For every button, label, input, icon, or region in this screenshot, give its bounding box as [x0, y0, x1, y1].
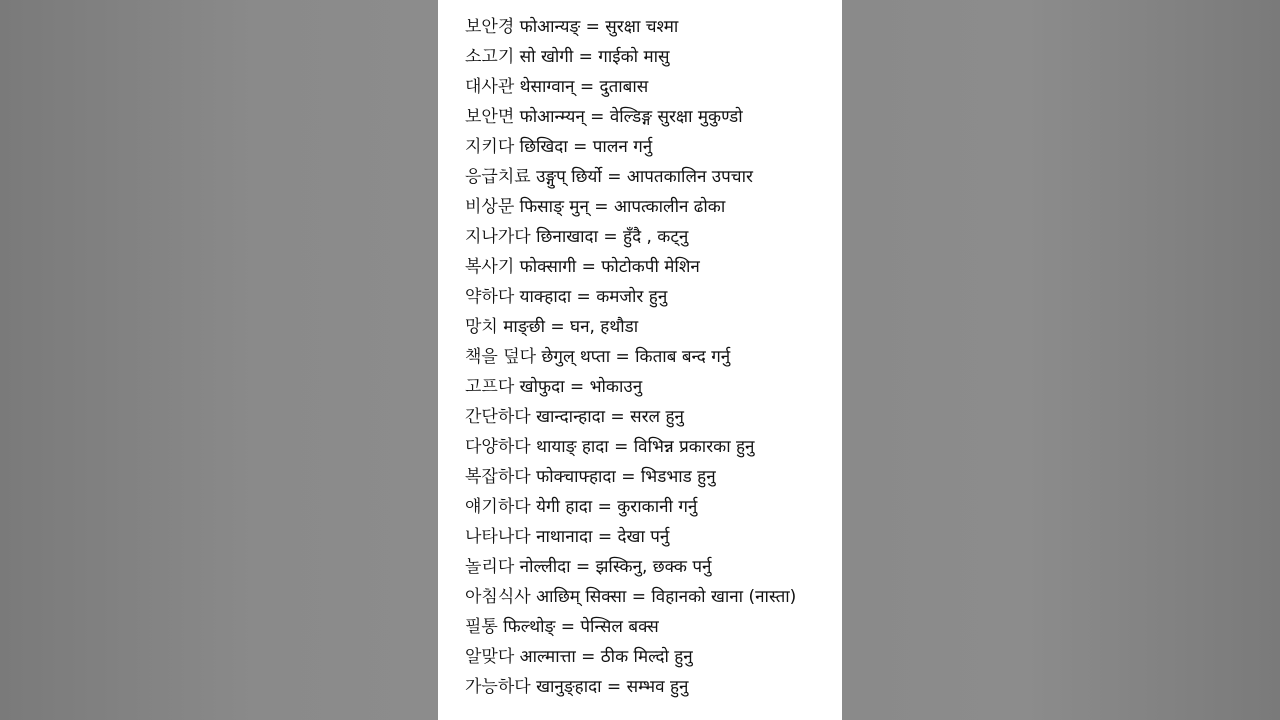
vocab-entry: 지키다 छिखिदा = पालन गर्नु: [465, 137, 653, 157]
document-page: [438, 0, 842, 720]
vocab-entry: 아침식사 आछिम् सिक्सा = विहानको खाना (नास्ता): [465, 587, 797, 607]
vocab-entry: 망치 माङ्छी = घन, हथौडा: [465, 317, 639, 337]
vocab-entry: 보안면 फोआन्म्यन् = वेल्डिङ्ग सुरक्षा मुकुण्डो: [465, 107, 743, 127]
vocab-entry: 가능하다 खानुङ्हादा = सम्भव हुनु: [465, 677, 689, 697]
vocab-entry: 약하다 याक्हादा = कमजोर हुनु: [465, 287, 668, 307]
vocab-entry: 복사기 फोक्सागी = फोटोकपी मेशिन: [465, 257, 700, 277]
vocab-entry: 대사관 थेसाग्वान् = दुताबास: [465, 77, 649, 97]
vocab-entry: 다양하다 थायाङ् हादा = विभिन्न प्रकारका हुनु: [465, 437, 755, 457]
vocab-entry: 알맞다 आल्मात्ता = ठीक मिल्दो हुनु: [465, 647, 693, 667]
vocab-entry: 응급치료 उङ्गुप् छिर्यो = आपतकालिन उपचार: [465, 167, 753, 187]
vocab-entry: 얘기하다 येगी हादा = कुराकानी गर्नु: [465, 497, 698, 517]
vocabulary-list: [438, 0, 842, 702]
vocab-entry: 고프다 खोफुदा = भोकाउनु: [465, 377, 643, 397]
vocab-entry: 필통 फिल्थोङ् = पेन्सिल बक्स: [465, 617, 659, 637]
vocab-entry: 나타나다 नाथानादा = देखा पर्नु: [465, 527, 670, 547]
vocab-entry: 지나가다 छिनाखादा = हुँदै , कट्नु: [465, 227, 689, 247]
vocab-entry: 책을 덮다 छेगुल् थप्ता = किताब बन्द गर्नु: [465, 347, 731, 367]
vocab-entry: 비상문 फिसाङ् मुन् = आपत्कालीन ढोका: [465, 197, 726, 217]
vocab-entry: 놀리다 नोल्लीदा = झस्किनु, छक्क पर्नु: [465, 557, 712, 577]
vocab-entry: 보안경 फोआन्यङ् = सुरक्षा चश्मा: [465, 17, 679, 37]
vocab-entry: 간단하다 खान्दान्हादा = सरल हुनु: [465, 407, 684, 427]
vocab-entry: 소고기 सो खोगी = गाईको मासु: [465, 47, 670, 67]
vocab-entry: 복잡하다 फोक्चाफ्हादा = भिडभाड हुनु: [465, 467, 716, 487]
